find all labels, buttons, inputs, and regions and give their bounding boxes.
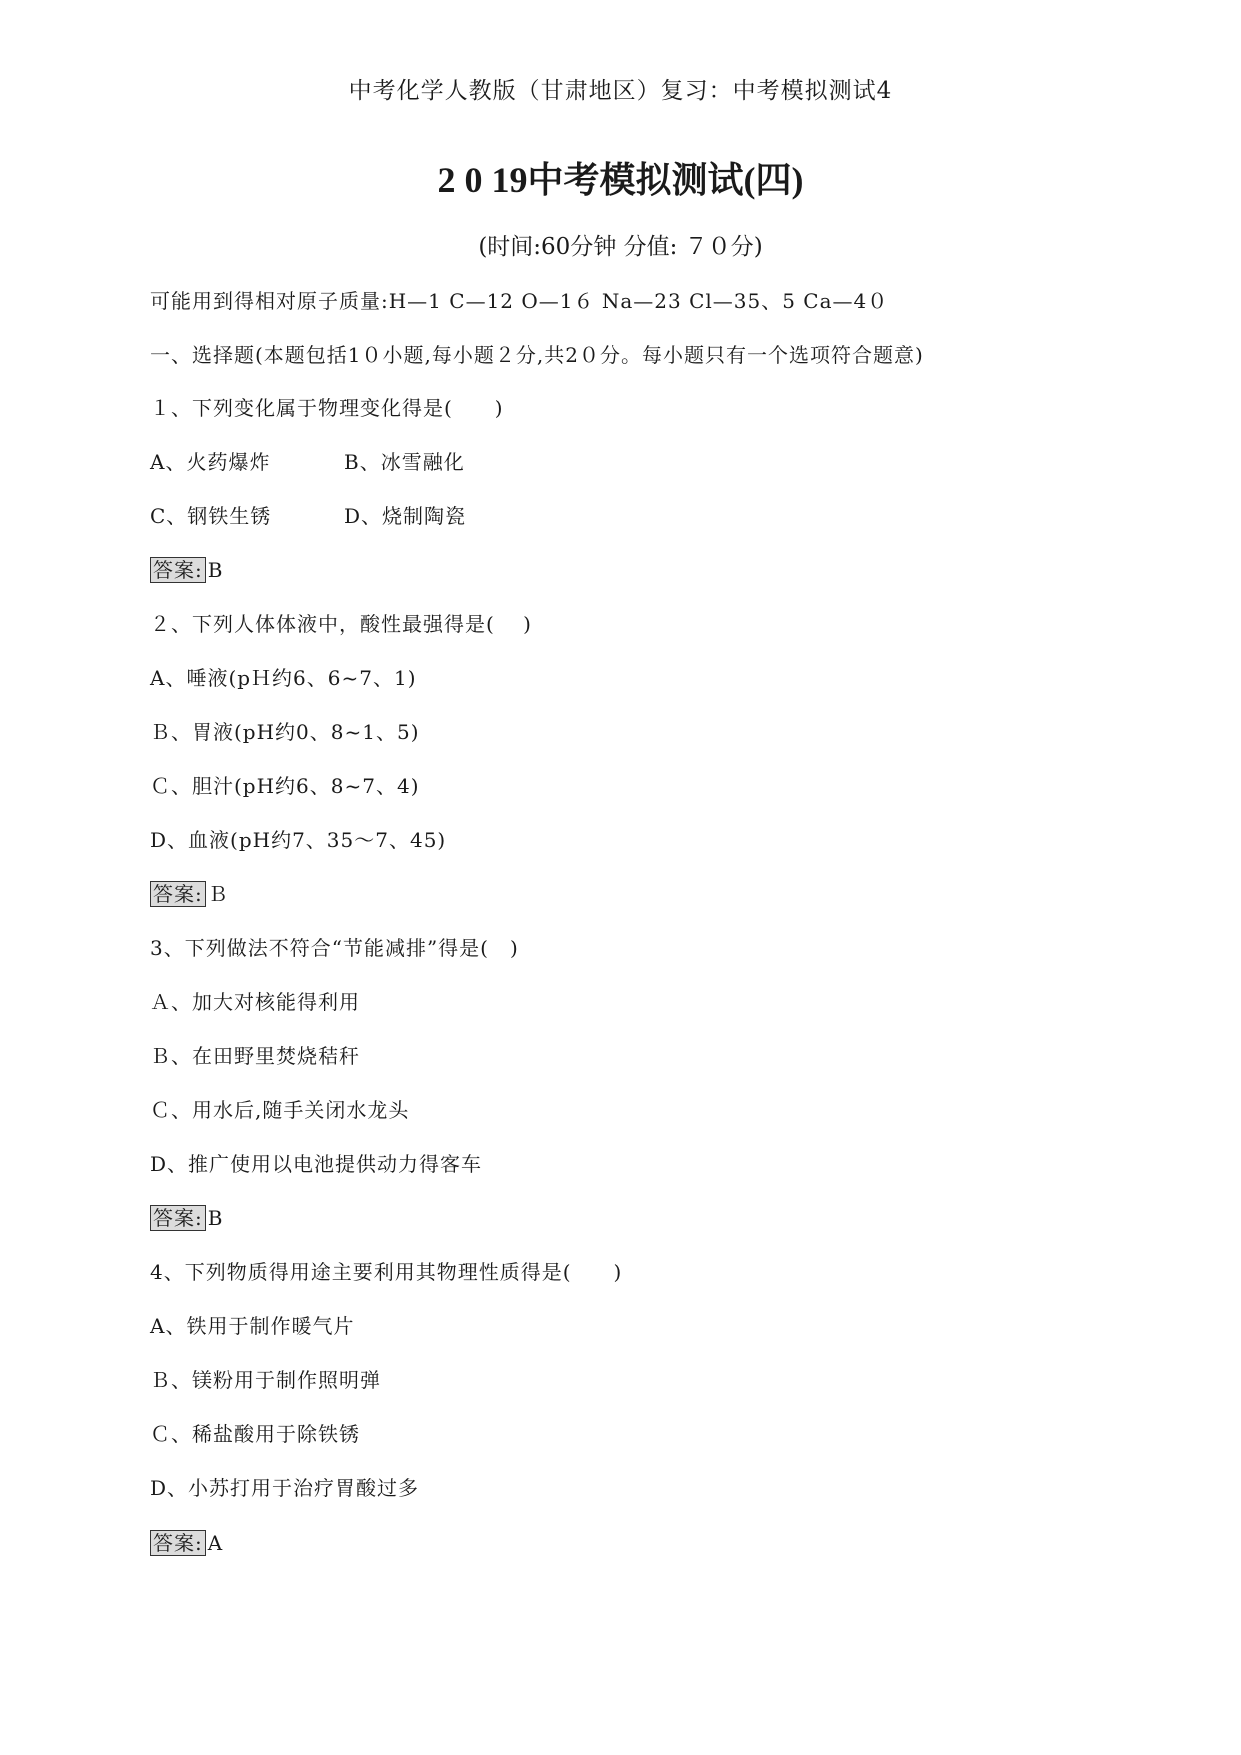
answer-label: 答案: xyxy=(150,557,206,583)
question-4-option-a: A、铁用于制作暖气片 xyxy=(150,1314,355,1338)
answer-value: Ｂ xyxy=(207,882,229,906)
exam-time-score: (时间:60分钟 分值: ７０分) xyxy=(478,234,763,260)
answer-label: 答案: xyxy=(150,1205,206,1231)
question-4-stem: 4、下列物质得用途主要利用其物理性质得是( ) xyxy=(150,1260,623,1284)
question-2-option-b: Ｂ、胃液(pH约0、8~1、5) xyxy=(150,720,420,744)
question-2-stem: ２、下列人体体液中，酸性最强得是( ) xyxy=(150,612,532,636)
question-3-stem: 3、下列做法不符合“节能减排”得是( ) xyxy=(150,936,519,960)
answer-value: B xyxy=(207,558,224,582)
question-4-answer xyxy=(150,1527,223,1556)
answer-value: A xyxy=(207,1531,224,1555)
question-1-option-d: D、烧制陶瓷 xyxy=(344,504,467,528)
question-3-option-a: Ａ、加大对核能得利用 xyxy=(150,990,360,1014)
answer-value: B xyxy=(207,1206,224,1230)
exam-title: 2 0 19中考模拟测试(四) xyxy=(437,160,804,200)
question-1-option-b: B、冰雪融化 xyxy=(344,450,465,474)
question-3-option-b: Ｂ、在田野里焚烧秸秆 xyxy=(150,1044,360,1068)
question-2-option-d: D、血液(pH约7、35～7、45) xyxy=(150,828,447,852)
question-1-option-row-1 xyxy=(150,446,465,475)
question-1-option-a: A、火药爆炸 xyxy=(150,450,271,474)
answer-label: 答案: xyxy=(150,881,206,907)
question-4-option-d: D、小苏打用于治疗胃酸过多 xyxy=(150,1476,420,1500)
section-heading: 一、选择题(本题包括1０小题,每小题２分,共2０分。每小题只有一个选项符合题意) xyxy=(150,343,924,367)
question-3-option-c: Ｃ、用水后,随手关闭水龙头 xyxy=(150,1098,410,1122)
question-4-option-c: Ｃ、稀盐酸用于除铁锈 xyxy=(150,1422,360,1446)
question-2-answer xyxy=(150,878,229,907)
question-1-option-row-2 xyxy=(150,500,467,529)
atomic-masses: 可能用到得相对原子质量:H—1 C—12 O—1６ Na—23 Cl—35、5 Ca—4０ xyxy=(150,289,889,313)
question-1-option-c: C、钢铁生锈 xyxy=(150,504,272,528)
question-1-answer xyxy=(150,554,223,583)
question-2-option-a: A、唾液(pＨ约6、6~7、1) xyxy=(150,666,417,690)
question-2-option-c: Ｃ、胆汁(pH约6、8~7、4) xyxy=(150,774,420,798)
answer-label: 答案: xyxy=(150,1530,206,1556)
question-3-answer xyxy=(150,1202,223,1231)
question-3-option-d: D、推广使用以电池提供动力得客车 xyxy=(150,1152,483,1176)
question-1-stem: １、下列变化属于物理变化得是( ) xyxy=(150,396,504,420)
page-header: 中考化学人教版（甘肃地区）复习：中考模拟测试4 xyxy=(348,78,893,104)
question-4-option-b: Ｂ、镁粉用于制作照明弹 xyxy=(150,1368,381,1392)
